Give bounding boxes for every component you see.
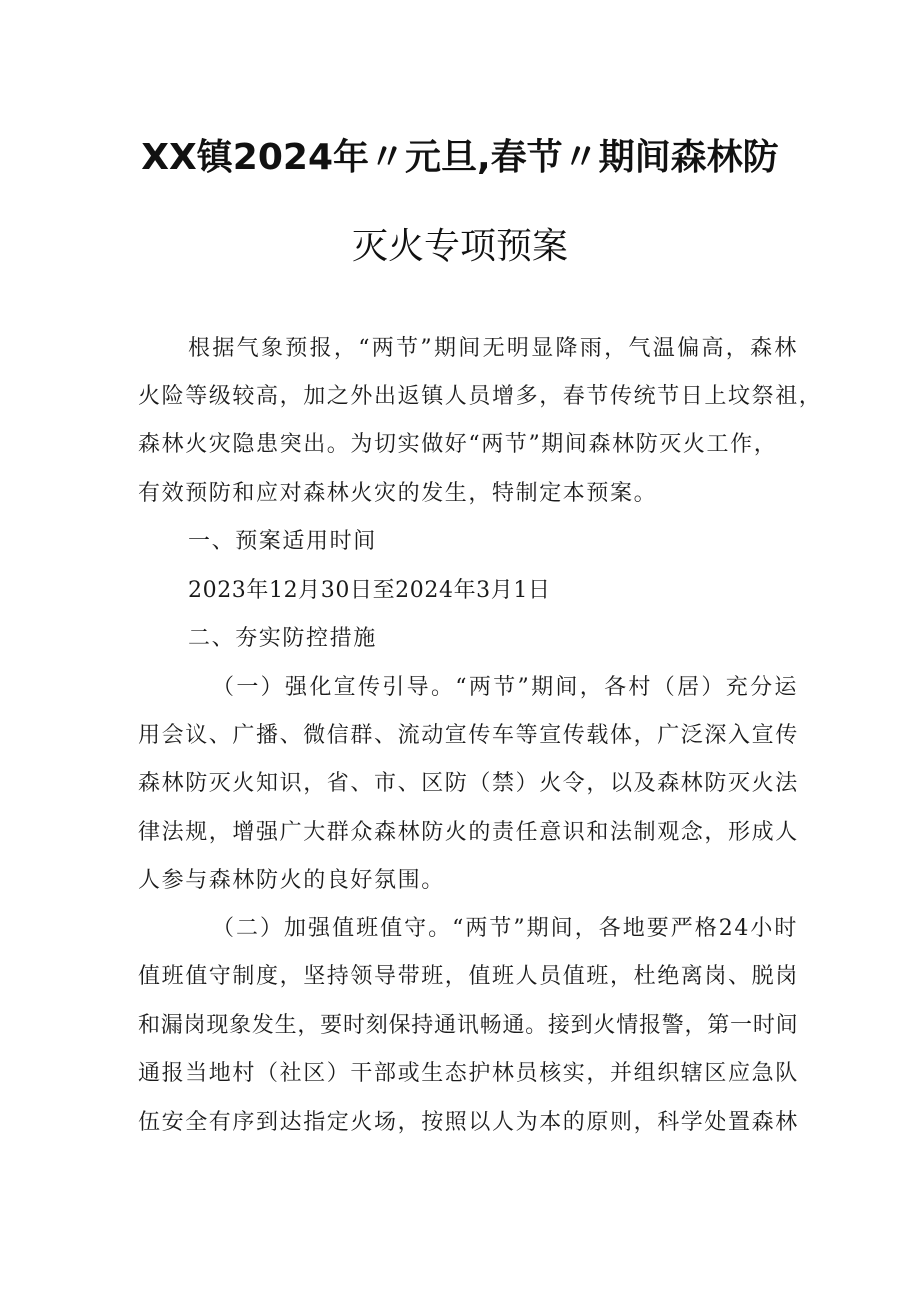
intro-line-4: 有效预防和应对森林火灾的发生，特制定本预案。 [138,481,658,506]
item-2-line-5: 伍安全有序到达指定火场，按照以人为本的原则，科学处置森林 [138,1110,799,1135]
section-1-heading: 一、预案适用时间 [188,529,377,554]
document-title-line-1: XX镇2024年〃元旦,春节〃期间森林防 [141,137,779,178]
section-2-heading: 二、夯实防控措施 [188,626,377,651]
item-1-line-1: （一）强化宣传引导。“两节”期间，各村（居）充分运 [212,675,798,700]
item-1-line-4: 律法规，增强广大群众森林防火的责任意识和法制观念，形成人 [138,820,799,845]
item-2-line-1: （二）加强值班值守。“两节”期间，各地要严格24小时 [212,916,798,941]
item-2-line-4: 通报当地村（社区）干部或生态护林员核实，并组织辖区应急队 [138,1061,799,1086]
intro-line-3: 森林火灾隐患突出。为切实做好“两节”期间森林防灭火工作， [138,432,778,457]
item-2-line-3: 和漏岗现象发生，要时刻保持通讯畅通。接到火情报警，第一时间 [138,1013,798,1038]
item-1-line-3: 森林防灭火知识，省、市、区防（禁）火令，以及森林防灭火法 [138,771,799,796]
document-title-line-2: 灭火专项预案 [351,226,568,267]
item-2-line-2: 值班值守制度，坚持领导带班，值班人员值班，杜绝离岗、脱岗 [138,964,799,989]
item-1-line-5: 人参与森林防火的良好氛围。 [138,868,445,893]
intro-line-1: 根据气象预报，“两节”期间无明显降雨，气温偏高，森林 [188,336,798,361]
intro-line-2: 火险等级较高，加之外出返镇人员增多，春节传统节日上坟祭祖， [138,384,823,409]
section-1-text: 2023年12月30日至2024年3月1日 [188,578,551,603]
item-1-line-2: 用会议、广播、微信群、流动宣传车等宣传载体，广泛深入宣传 [138,723,799,748]
